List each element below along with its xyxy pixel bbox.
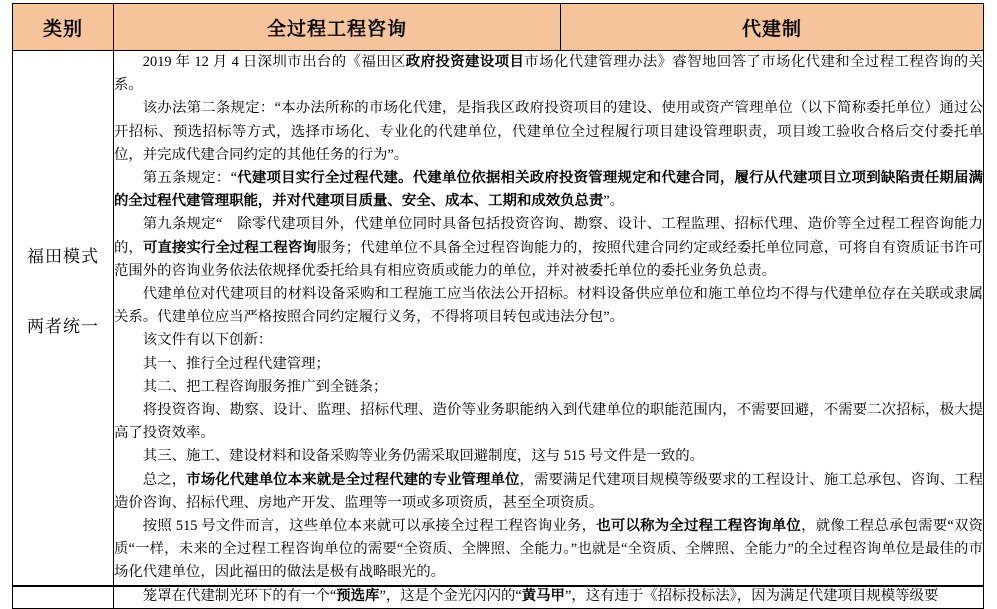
category-spacer — [13, 268, 113, 316]
text-run: ”。 — [603, 193, 625, 210]
category-label-group — [13, 246, 113, 338]
paragraph-p3 — [114, 167, 983, 213]
paragraph-p1 — [114, 51, 983, 97]
paragraph-p6 — [114, 329, 983, 352]
table-header-row — [13, 4, 984, 51]
text-run: 市场化代建管理办法》睿智地回答了市场化代建和全过程工程咨询的关系。 — [114, 54, 983, 94]
paragraph-p9 — [114, 399, 983, 445]
body-text-container — [114, 51, 983, 608]
text-run: 该文件有以下创新： — [142, 332, 273, 349]
text-run: ”，这有违于《招标投标法》，因为满足代建项目规模等级要 — [564, 587, 939, 604]
header-label-agent-construction-system: 代建制 — [741, 18, 802, 40]
category-line-futian-model: 福田模式 — [27, 247, 99, 266]
text-run: 第五条规定：“ — [142, 170, 237, 187]
category-line-unified: 两者统一 — [27, 317, 99, 336]
page-bottom-rule — [12, 585, 984, 587]
paragraph-p11 — [114, 469, 983, 515]
header-cell-category — [13, 4, 114, 51]
table-body-row — [13, 51, 984, 609]
paragraph-p13 — [114, 585, 983, 608]
comparison-table — [12, 3, 984, 609]
header-label-whole-process-engineering-consulting: 全过程工程咨询 — [266, 18, 407, 40]
text-run: ”，这是个金光闪闪的“ — [379, 587, 522, 604]
paragraph-p8 — [114, 376, 983, 399]
paragraph-p2 — [114, 97, 983, 167]
text-run: 总之， — [142, 471, 187, 488]
text-run: ，就像工程总承包需要“双资质“一样，未来的全过程工程咨询单位的需要“全资质、全牌照、全能力。”也就是“全资质、全牌照、全能力”的全过程咨询单位是最佳的市场化代建单位，因此福田的做法是极有战略眼光的。 — [114, 518, 983, 581]
text-run-bold: 黄马甲 — [521, 587, 565, 604]
paragraph-p4 — [114, 213, 983, 283]
text-run-bold: 可直接实行全过程工程咨询 — [142, 239, 317, 256]
text-run: 2019 年 12 月 4 日深圳市出台的《福田区 — [142, 54, 406, 70]
paragraph-p7 — [114, 353, 983, 376]
text-run: 服务；代建单位不具备全过程咨询能力的，按照代建合同约定或经委托单位同意，可将自有资质证书许可范围外的咨询业务依法依规择优委托给具有相应资质或能力的单位，并对被委托单位的委托业务负总责。 — [114, 239, 983, 279]
text-run-bold: 也可以称为全过程工程咨询单位 — [596, 518, 802, 535]
text-run: 代建单位对代建项目的材料设备采购和工程施工应当依法公开招标。材料设备供应单位和施工单位均不得与代建单位存在关联或隶属关系。代建单位应当严格按照合同约定履行义务，不得将项目转包或违法分包”。 — [114, 286, 983, 326]
header-cell-agent-construction-system — [561, 4, 984, 51]
text-run: ，需要满足代建项目规模等级要求的工程设计、施工总承包、咨询、工程造价咨询、招标代理、房地产开发、监理等一项或多项资质，甚至全项资质。 — [114, 471, 983, 511]
category-cell — [13, 51, 114, 609]
text-run: 第九条规定“ 除零代建项目外，代建单位同时具备包括投资咨询、勘察、设计、工程监理、招标代理、造价等全过程工程咨询能力的， — [114, 216, 983, 256]
text-run: 按照 515 号文件而言，这些单位本来就可以承接全过程工程咨询业务， — [142, 518, 597, 535]
text-run: 将投资咨询、勘察、设计、监理、招标代理、造价等业务职能纳入到代建单位的职能范围内，不需要回避，不需要二次招标，极大提高了投资效率。 — [114, 402, 983, 442]
text-run-bold: 代建项目实行全过程代建。代建单位依据相关政府投资管理规定和代建合同，履行从代建项目立项到缺陷责任期届满的全过程代建管理职能，并对代建项目质量、安全、成本、工期和成效负总责 — [114, 170, 983, 210]
text-run: 其三、施工、建设材料和设备采购等业务仍需采取回避制度，这与 515 号文件是一致的。 — [142, 448, 705, 465]
text-run-bold: 政府投资建设项目 — [405, 54, 525, 70]
text-run: 该办法第二条规定：“本办法所称的市场化代建，是指我区政府投资项目的建设、使用或资产管理单位（以下简称委托单位）通过公开招标、预选招标等方式，选择市场化、专业化的代建单位，代建单位全过程履行项目建设管理职责，项目竣工验收合格后交付委托单位，并完成代建合同约定的其他任务的行为”。 — [114, 100, 983, 163]
text-run-bold: 预选库 — [336, 587, 380, 604]
text-run-bold: 市场化代建单位本来就是全过程代建的专业管理单位 — [186, 471, 520, 488]
header-label-category: 类别 — [42, 18, 83, 40]
text-run: 笼罩在代建制光环下的有一个“ — [142, 587, 337, 604]
paragraph-p5 — [114, 283, 983, 329]
content-cell — [114, 51, 984, 609]
text-run: 其一、推行全过程代建管理； — [142, 355, 330, 372]
paragraph-p12 — [114, 515, 983, 585]
header-cell-whole-process-engineering-consulting — [114, 4, 561, 51]
text-run: 其二、把工程咨询服务推广到全链条； — [142, 378, 388, 395]
paragraph-p10 — [114, 445, 983, 468]
